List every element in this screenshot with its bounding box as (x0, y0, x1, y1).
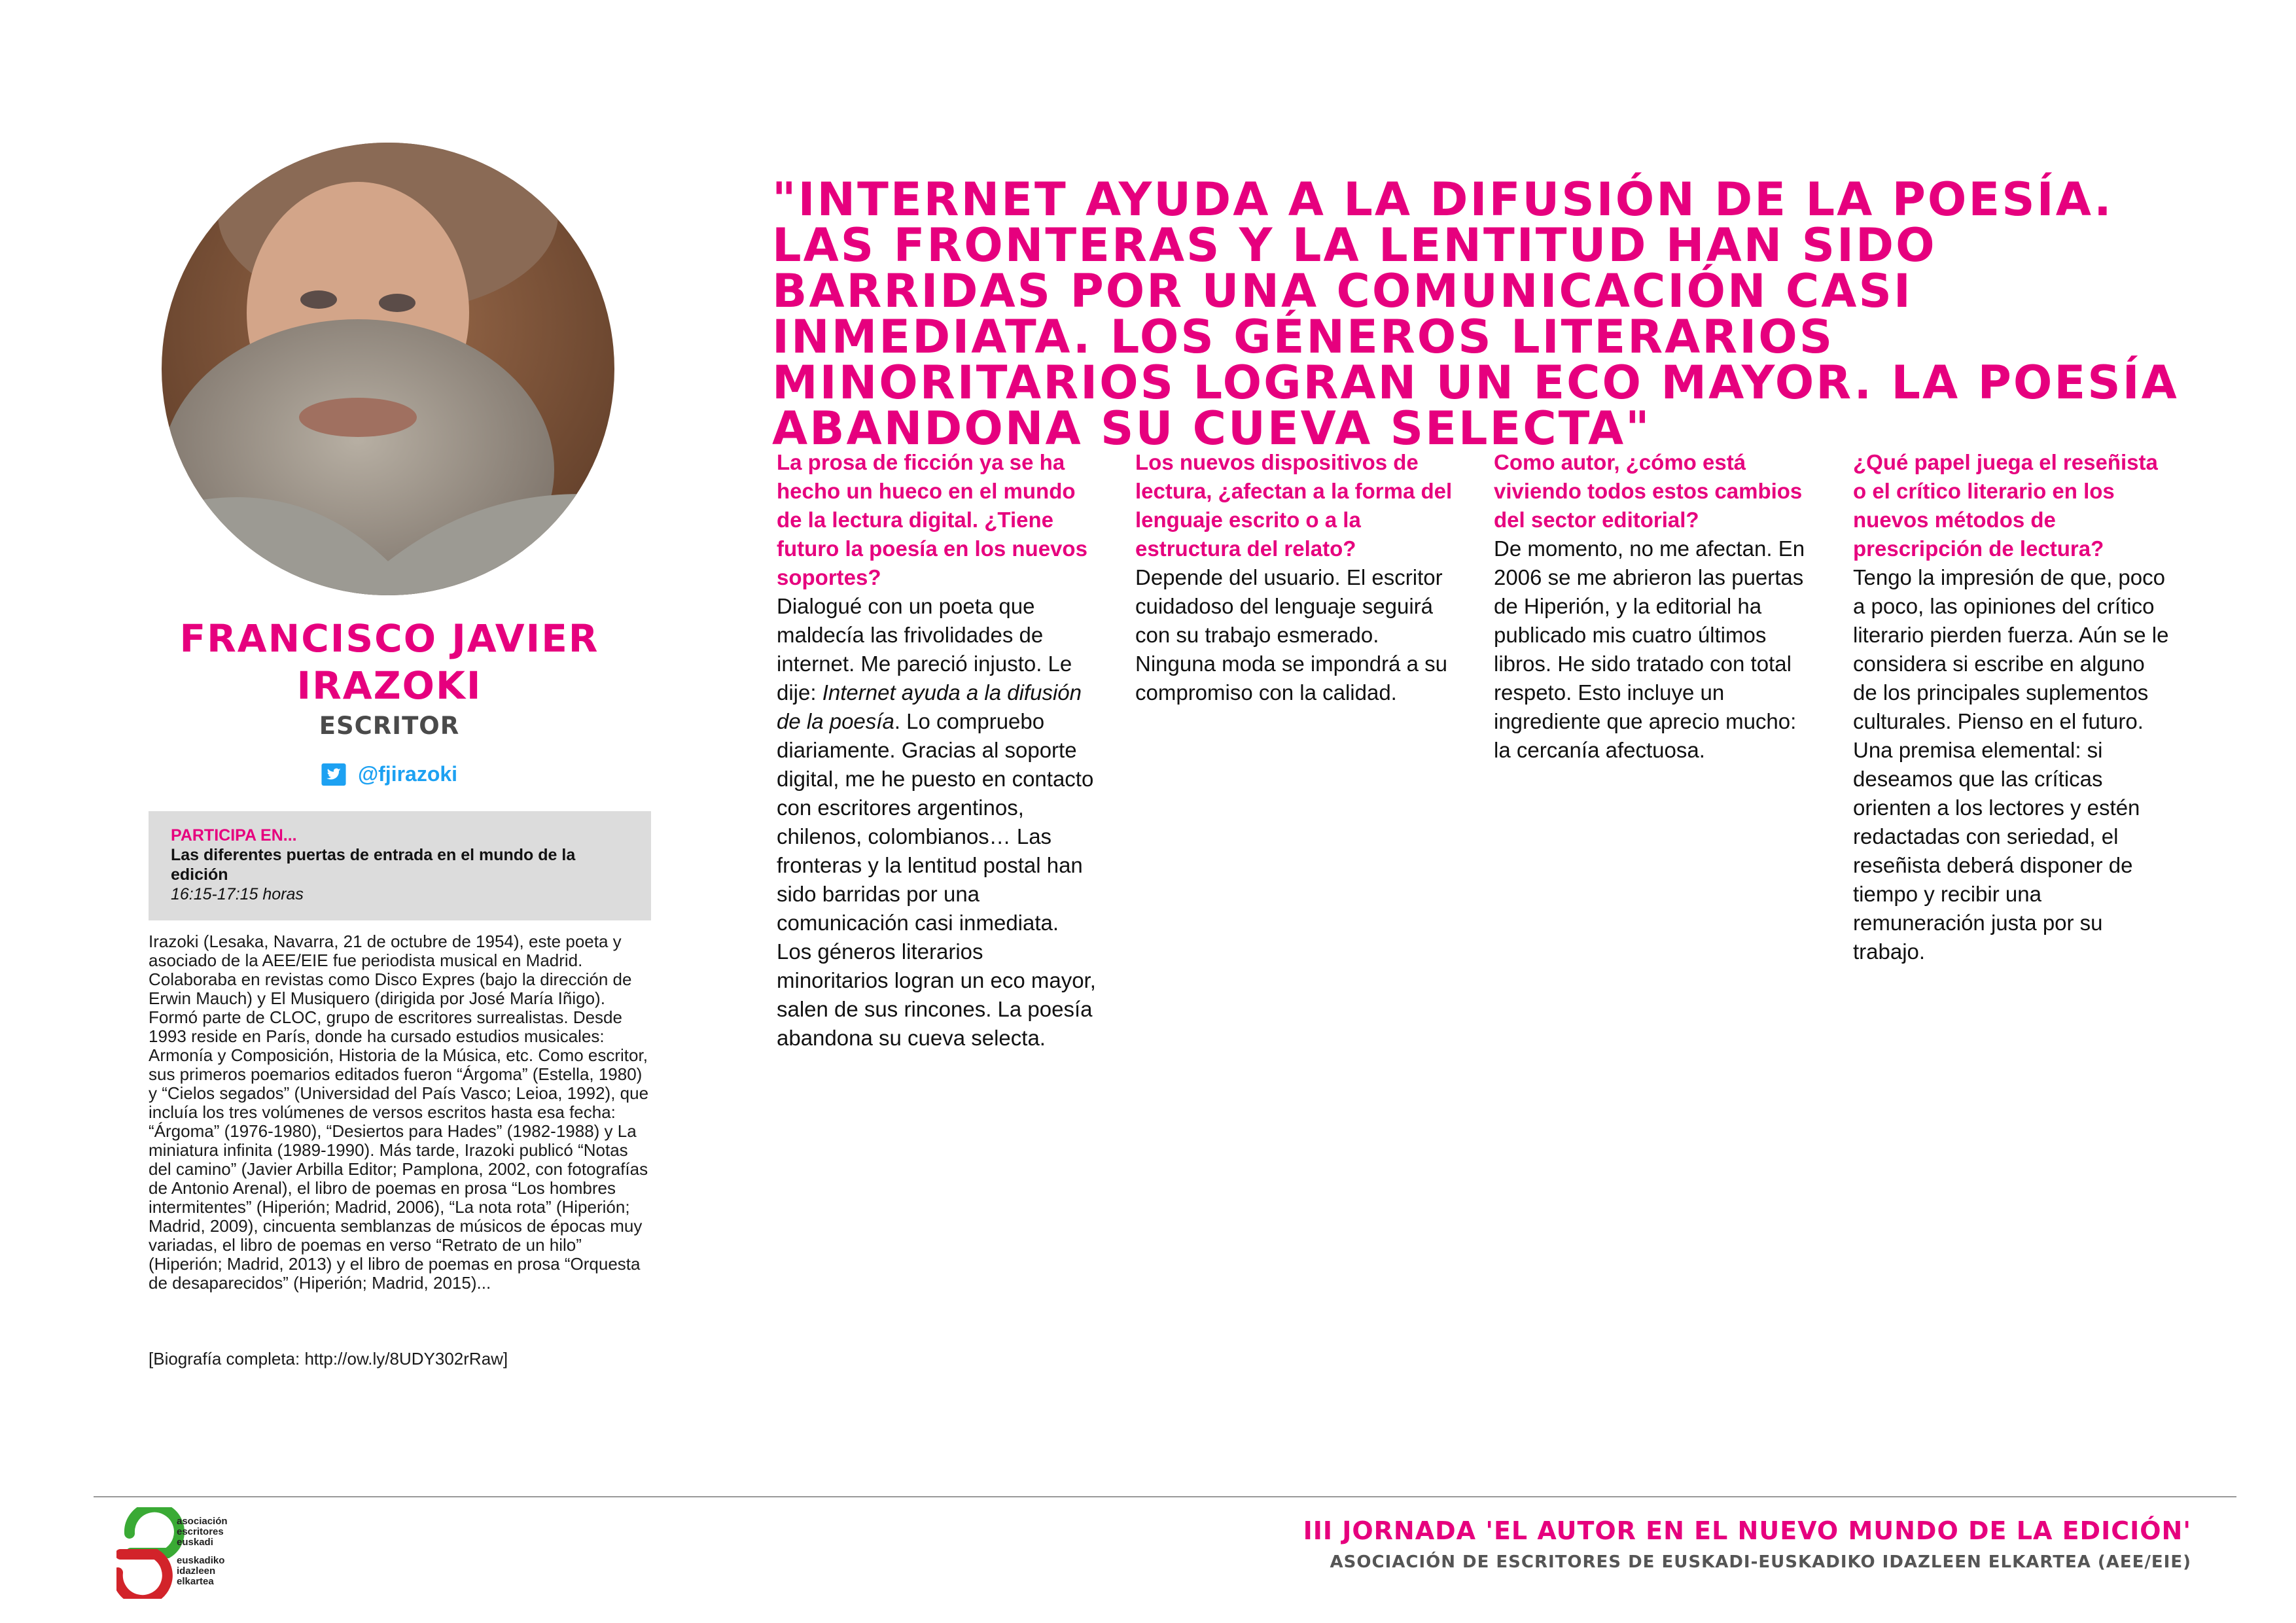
answer-4: Tengo la impresión de que, poco a poco, las opiniones del crítico literario pierden fuerza. Aún se le considera si escribe en alguno de los principales suplementos culturales. Pienso en el futuro. Una premisa elemental: si deseamos que las críticas orienten a los lectores y estén redactadas con seriedad, el reseñista deberá disponer de tiempo y recibir una remuneración justa por su trabajo. (1853, 565, 2169, 964)
qa-column-1 (777, 448, 1097, 1053)
answer-1 (777, 592, 1097, 1053)
twitter-link[interactable] (131, 762, 648, 786)
headline-quote: "INTERNET AYUDA A LA DIFUSIÓN DE LA POESÍA. LAS FRONTERAS Y LA LENTITUD HAN SIDO BARRIDAS POR UNA COMUNICACIÓN CASI INMEDIATA. LOS GÉNEROS LITERARIOS MINORITARIOS LOGRAN UN ECO MAYOR. LA POESÍA ABANDONA SU CUEVA SELECTA" (772, 173, 2179, 455)
qa-column-2 (1135, 448, 1456, 707)
qa-column-4 (1853, 448, 2174, 966)
logo-text-spanish: asociación escritores euskadi (177, 1516, 228, 1548)
answer-2: Depende del usuario. El escritor cuidadoso del lenguaje seguirá con su trabajo esmerado. Ninguna moda se impondrá a su compromiso con la calidad. (1135, 565, 1447, 705)
footer-title: III JORNADA 'EL AUTOR EN EL NUEVO MUNDO DE LA EDICIÓN' (1303, 1516, 2191, 1545)
question-4: ¿Qué papel juega el reseñista o el crítico literario en los nuevos métodos de prescripción de lectura? (1853, 450, 2158, 561)
author-biography: Irazoki (Lesaka, Navarra, 21 de octubre de 1954), este poeta y asociado de la AEE/EIE fue periodista musical en Madrid. Colaboraba en revistas como Disco Expres (bajo la dirección de Erwin Mauch) y El Musiquero (dirigida por José María Iñigo). Formó parte de CLOC, grupo de escritores surrealistas. Desde 1993 reside en París, donde ha cursado estudios musicales: Armonía y Composición, Historia de la Música, etc. Como escritor, sus primeros poemarios editados fueron “Árgoma” (Estella, 1980) y “Cielos segados” (Universidad del País Vasco; Leioa, 1992), que incluía los tres volúmenes de versos escritos hasta esa fecha: “Árgoma” (1976-1980), “Desiertos para Hades” (1982-1988) y La miniatura infinita (1989-1990). Más tarde, Irazoki publicó “Notas del camino” (Javier Arbilla Editor; Pamplona, 2002, con fotografías de Antonio Arenal), el libro de poemas en prosa “Los hombres intermitentes” (Hiperión; Madrid, 2006), “La nota rota” (Hiperión; Madrid, 2009), cincuenta semblanzas de músicos de épocas muy variadas, el libro de poemas en verso “Retrato de un hilo” (Hiperión; Madrid, 2013) y el libro de poemas en prosa “Orquesta de desaparecidos” (Hiperión; Madrid, 2015)... (149, 932, 649, 1293)
session-title: Las diferentes puertas de entrada en el mundo de la edición (171, 846, 576, 884)
session-time: 16:15-17:15 horas (171, 885, 304, 903)
author-name-line2: IRAZOKI (296, 663, 482, 708)
answer-1-part-1: Dialogué con un poeta que maldecía las frivolidades de internet. Me pareció injusto. Le dije: (777, 594, 1072, 705)
answer-1-italic: Internet ayuda a la difusión de la poesía (777, 680, 1082, 733)
session-heading: PARTICIPA EN... (171, 826, 297, 845)
footer-subtitle: ASOCIACIÓN DE ESCRITORES DE EUSKADI-EUSKADIKO IDAZLEEN ELKARTEA (AEE/EIE) (1330, 1552, 2191, 1572)
answer-1-part-2: . Lo compruebo diariamente. Gracias al soporte digital, me he puesto en contacto con escritores argentinos, chilenos, colombianos… Las fronteras y la lentitud postal han sido barridas por una comunicación casi inmediata. Los géneros literarios minoritarios logran un eco mayor, salen de sus rincones. La poesía abandona su cueva selecta. (777, 709, 1096, 1050)
qa-column-3 (1494, 448, 1814, 765)
session-box (149, 811, 651, 920)
biography-link[interactable]: [Biografía completa: http://ow.ly/8UDY302rRaw] (149, 1349, 508, 1369)
author-photo-icon (162, 143, 614, 595)
twitter-bird-icon (321, 763, 346, 786)
question-2: Los nuevos dispositivos de lectura, ¿afectan a la forma del lenguaje escrito o a la estructura del relato? (1135, 450, 1453, 561)
footer-divider (94, 1496, 2236, 1497)
twitter-handle[interactable]: @fjirazoki (357, 762, 458, 786)
logo-text-basque: euskadiko idazleen elkartea (177, 1555, 225, 1587)
author-name-line1: FRANCISCO JAVIER (179, 616, 599, 661)
author-portrait (162, 143, 614, 595)
question-3: Como autor, ¿cómo está viviendo todos estos cambios del sector editorial? (1494, 450, 1803, 532)
author-name (131, 615, 648, 709)
answer-3: De momento, no me afectan. En 2006 se me abrieron las puertas de Hiperión, y la editorial ha publicado mis cuatro últimos libros. He sido tratado con total respeto. Esto incluye un ingrediente que aprecio mucho: la cercanía afectuosa. (1494, 536, 1805, 762)
author-role: ESCRITOR (319, 712, 460, 740)
question-1: La prosa de ficción ya se ha hecho un hueco en el mundo de la lectura digital. ¿Tiene futuro la poesía en los nuevos soportes? (777, 450, 1087, 589)
